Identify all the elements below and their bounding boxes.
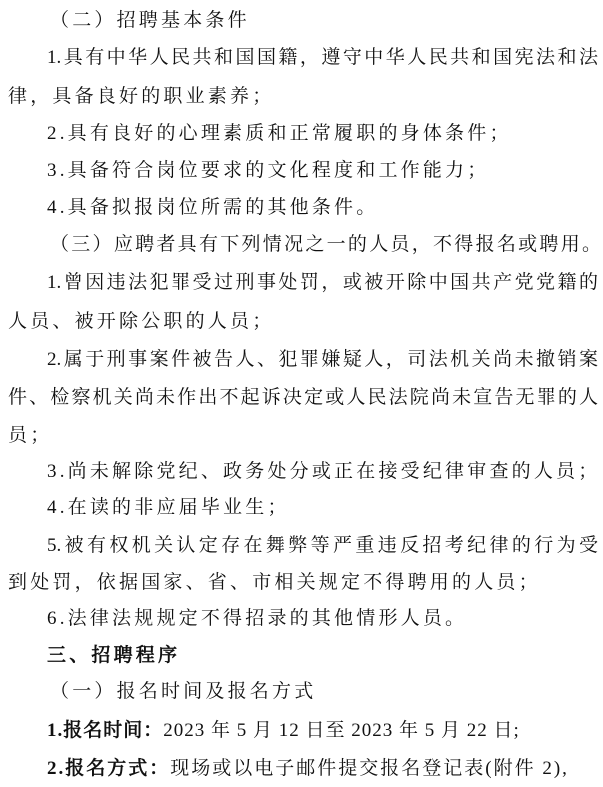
exclusion-5-line-2: 到处罚，依据国家、省、市相关规定不得聘用的人员； <box>8 572 541 593</box>
exclusion-2-line-2: 件、检察机关尚未作出不起诉决定或人民法院尚未宣告无罪的人 <box>8 387 598 408</box>
registration-time-value: 2023 年 5 月 12 日至 2023 年 5 月 22 日; <box>163 720 520 741</box>
exclusion-1-line-1: 1.曾因违法犯罪受过刑事处罚，或被开除中国共产党党籍的 <box>47 272 598 293</box>
exclusion-5-line-1: 5.被有权机关认定存在舞弊等严重违反招考纪律的行为受 <box>47 535 598 556</box>
registration-time-label: 1.报名时间： <box>47 720 164 741</box>
registration-method-label: 2.报名方式： <box>47 758 171 779</box>
registration-method-value: 现场或以电子邮件提交报名登记表(附件 2), <box>170 758 569 779</box>
registration-time <box>47 716 598 746</box>
section-heading-procedure: 三、招聘程序 <box>47 645 181 666</box>
exclusion-2-line-3: 员； <box>8 425 53 446</box>
section-heading-exclusions: （三）应聘者具有下列情况之一的人员，不得报名或聘用。 <box>50 234 601 255</box>
exclusion-4: 4.在读的非应届毕业生； <box>47 497 290 518</box>
exclusion-3: 3.尚未解除党纪、政务处分或正在接受纪律审查的人员； <box>47 461 601 482</box>
exclusion-6: 6.法律法规规定不得招录的其他情形人员。 <box>47 608 468 629</box>
subheading-registration: （一）报名时间及报名方式 <box>50 681 317 702</box>
condition-1-line-2: 律，具备良好的职业素养； <box>8 86 275 107</box>
exclusion-2-line-1: 2.属于刑事案件被告人、犯罪嫌疑人，司法机关尚未撤销案 <box>47 349 598 370</box>
section-heading-basic-conditions: （二）招聘基本条件 <box>50 10 250 31</box>
condition-1-line-1: 1.具有中华人民共和国国籍，遵守中华人民共和国宪法和法 <box>47 47 598 68</box>
condition-2: 2.具有良好的心理素质和正常履职的身体条件； <box>47 123 512 144</box>
exclusion-1-line-2: 人员、被开除公职的人员； <box>8 311 275 332</box>
registration-method <box>47 754 598 784</box>
condition-3: 3.具备符合岗位要求的文化程度和工作能力； <box>47 160 490 181</box>
condition-4: 4.具备拟报岗位所需的其他条件。 <box>47 197 379 218</box>
